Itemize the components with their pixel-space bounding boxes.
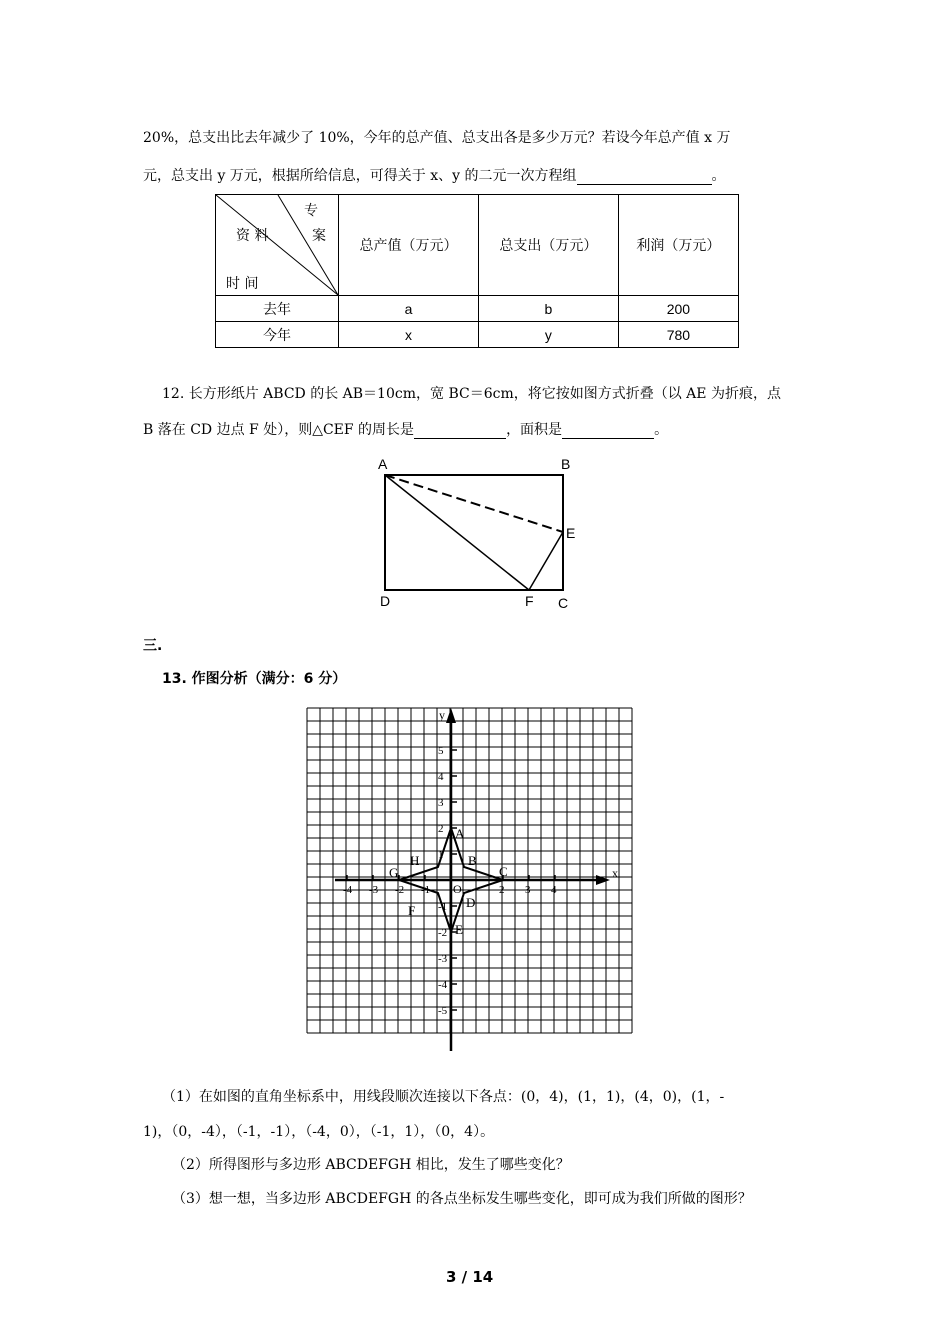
y-tick-label: -3 bbox=[438, 953, 448, 965]
page-number: 3 / 14 bbox=[446, 1268, 494, 1286]
corner-mid: 资 料 bbox=[236, 228, 269, 244]
q13-part3: （3）想一想，当多边形 ABCDEFGH 的各点坐标发生哪些变化，即可成为我们所做的图形？ bbox=[172, 1191, 752, 1207]
origin-label: O bbox=[453, 882, 462, 896]
q13-part2: （2）所得图形与多边形 ABCDEFGH 相比，发生了哪些变化？ bbox=[172, 1157, 570, 1173]
fold-line-ae bbox=[385, 475, 563, 532]
y-tick-label: 4 bbox=[438, 771, 444, 783]
x-tick-label: -4 bbox=[343, 884, 353, 896]
row-label: 去年 bbox=[216, 296, 339, 322]
q13-title: 13. 作图分析（满分：6 分） bbox=[162, 671, 347, 687]
label-f: F bbox=[525, 593, 534, 609]
label-e: E bbox=[566, 525, 576, 541]
label-b: B bbox=[561, 456, 571, 472]
y-tick-label: -5 bbox=[438, 1005, 448, 1017]
table-cell: y bbox=[478, 322, 618, 348]
y-tick-label: -2 bbox=[438, 927, 448, 939]
polygon-abcdefgh bbox=[389, 826, 508, 937]
table-cell: 780 bbox=[618, 322, 738, 348]
q12-line2-a: B 落在 CD 边点 F 处），则△CEF 的周长是 bbox=[143, 422, 415, 438]
row-label: 今年 bbox=[216, 322, 339, 348]
y-axis-label: y bbox=[439, 708, 445, 722]
point-label-h: H bbox=[410, 853, 420, 868]
point-label-a: A bbox=[455, 826, 465, 841]
coordinate-grid bbox=[300, 703, 640, 1053]
rectangle-abcd bbox=[385, 475, 563, 590]
q13-part1-line1: （1）在如图的直角坐标系中，用线段顺次连接以下各点：(0，4)，(1，1)，(4，0)，(1，- bbox=[162, 1089, 725, 1105]
grid-lines bbox=[307, 708, 632, 1033]
q12-line2 bbox=[143, 419, 668, 439]
q11-line2-text: 元，总支出 y 万元，根据所给信息，可得关于 x、y 的二元一次方程组 bbox=[143, 168, 577, 184]
y-tick-label: -1 bbox=[438, 901, 448, 913]
answer-blank-equations[interactable] bbox=[577, 168, 712, 185]
point-label-b: B bbox=[468, 853, 477, 868]
axes bbox=[335, 708, 610, 1051]
q12-line2-c: 。 bbox=[654, 422, 669, 438]
label-d: D bbox=[380, 593, 391, 609]
y-tick-label: -4 bbox=[438, 979, 448, 991]
q11-line1: 20%，总支出比去年减少了 10%，今年的总产值、总支出各是多少万元？若设今年总产值 x 万 bbox=[143, 130, 731, 146]
point-label-g: G bbox=[389, 865, 399, 880]
q12-line1: 12. 长方形纸片 ABCD 的长 AB＝10cm，宽 BC＝6cm，将它按如图方式折叠（以 AE 为折痕，点 bbox=[162, 386, 781, 402]
diagonal-header-cell bbox=[216, 195, 339, 296]
table-cell: a bbox=[339, 296, 479, 322]
q11-line2 bbox=[143, 165, 726, 185]
q11-line2-end: 。 bbox=[711, 168, 726, 184]
corner-top: 专 bbox=[304, 203, 318, 219]
x-tick-label: 3 bbox=[525, 884, 531, 896]
q13-part1-line2: 1)，（0，-4），（-1，-1），（-4，0），（-1，1），（0，4）。 bbox=[143, 1124, 495, 1140]
y-tick-label: 2 bbox=[438, 823, 444, 835]
x-tick-label: -3 bbox=[369, 884, 379, 896]
y-tick-label: 1 bbox=[438, 849, 444, 861]
table-row bbox=[216, 322, 739, 348]
x-tick-label: -1 bbox=[421, 884, 431, 896]
point-label-f: F bbox=[408, 903, 416, 918]
point-label-e: E bbox=[455, 922, 463, 937]
fold-rectangle-figure bbox=[370, 452, 610, 612]
header-total-expense: 总支出（万元） bbox=[478, 195, 618, 296]
table-cell: b bbox=[478, 296, 618, 322]
y-axis-arrow bbox=[446, 708, 456, 723]
data-table bbox=[215, 194, 739, 348]
point-label-c: C bbox=[499, 864, 508, 879]
y-tick-label: 3 bbox=[438, 797, 444, 809]
header-profit: 利润（万元） bbox=[618, 195, 738, 296]
segment-af bbox=[385, 475, 529, 590]
label-a: A bbox=[378, 456, 388, 472]
label-c: C bbox=[558, 595, 569, 611]
q12-line2-b: ，面积是 bbox=[506, 422, 563, 438]
answer-blank-area[interactable] bbox=[562, 422, 654, 439]
table-row bbox=[216, 296, 739, 322]
table-cell: 200 bbox=[618, 296, 738, 322]
corner-right: 案 bbox=[312, 228, 326, 244]
table-header-row bbox=[216, 195, 739, 296]
x-tick-label: -2 bbox=[395, 884, 405, 896]
y-tick-label: 5 bbox=[438, 745, 444, 757]
header-total-output: 总产值（万元） bbox=[339, 195, 479, 296]
point-label-d: D bbox=[466, 895, 476, 910]
corner-bottom: 时 间 bbox=[226, 276, 259, 292]
x-tick-label: 4 bbox=[551, 884, 557, 896]
segment-fe bbox=[529, 532, 563, 590]
x-tick-label: 2 bbox=[499, 884, 505, 896]
table-cell: x bbox=[339, 322, 479, 348]
x-axis-label: x bbox=[612, 866, 618, 880]
section-three-heading: 三. bbox=[143, 638, 163, 654]
answer-blank-perimeter[interactable] bbox=[414, 422, 506, 439]
